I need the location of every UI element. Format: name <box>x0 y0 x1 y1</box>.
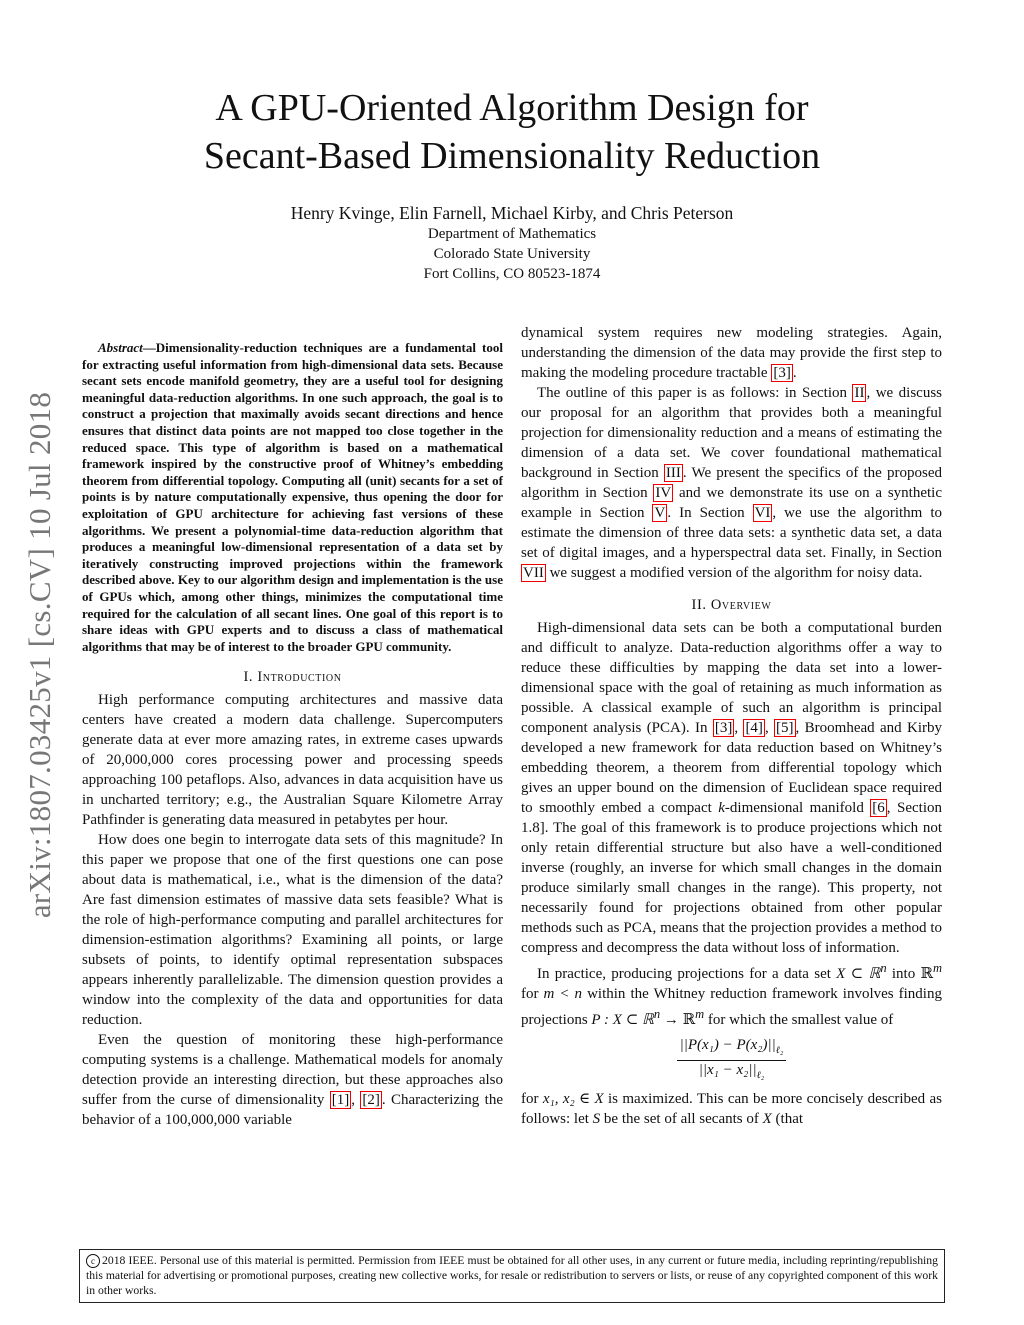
intro-p3-text-c: . Characterizing the behavior of a 100,000,000 variable <box>82 1092 503 1129</box>
overview-text-f: , Section 1.8]. The goal of this framework is to produce projections which not only retain differential structure but also have a well-conditioned inverse (roughly, an inverse for which small changes in the domain produce similarly small changes in the range). This property, not necessarily found for projections obtained from other popular methods such as PCA, means that the projection provides a method to compress and decompress the data without loss of information. <box>521 800 942 956</box>
continued-text-a: dynamical system requires new modeling strategies. Again, understanding the dimension of the data may provide the first step to making the modeling procedure tractable <box>521 325 942 381</box>
outline-text-f: , we use the algorithm to estimate the dimension of three data sets: a synthetic data set, a data set of digital images, and a hyperspectral data set. Finally, in Section <box>521 505 942 561</box>
abstract <box>82 340 503 655</box>
citation-link-2[interactable]: [2] <box>362 1092 380 1109</box>
overview-text-a: High-dimensional data sets can be both a computational burden and difficult to analyze. Data-reduction algorithms offer a way to reduce these difficulties by mapping the data set into a lower-dimensional space with the goal of retaining as much information as possible. A classical example of such an algorithm is principal component analysis (PCA). In <box>521 620 942 736</box>
equation-fraction <box>677 1036 787 1085</box>
practice-text-e: for which the smallest value of <box>704 1012 894 1028</box>
math-x1-x2-in-x: x₁, x₂ ∈ X <box>542 1091 604 1107</box>
section-link-V[interactable]: V <box>654 505 666 521</box>
equation-ratio <box>521 1036 942 1085</box>
citation-link-4[interactable]: [4] <box>745 720 763 736</box>
after-equation-paragraph <box>521 1089 942 1129</box>
citation-link-3[interactable]: [3] <box>773 365 791 381</box>
right-column <box>521 323 942 1129</box>
math-m-sup: m <box>932 961 942 975</box>
overview-paragraph <box>521 618 942 958</box>
practice-text-c: for <box>521 986 544 1002</box>
math-x-subset-rn: X ⊂ ℝ <box>836 966 881 982</box>
intro-p3-text-b: , <box>351 1092 361 1109</box>
copyright-notice <box>79 1249 945 1303</box>
outline-text-e: . In Section <box>667 505 753 521</box>
practice-text-b: into <box>886 966 921 982</box>
overview-text-c: , <box>764 720 775 736</box>
section-link-VII[interactable]: VII <box>523 565 544 581</box>
intro-paragraph-2: How does one begin to interrogate data sets of this magnitude? In this paper we propose that one of the first questions one can pose about data is mathematical, i.e., what is the dimension of the data? Are fast dimension estimates of massive data sets feasible? What is the role of high-performance computing and parallel architectures for dimension-estimation algorithms? Examining all points, or large subsets of points, to identify optimal representation subspaces appears inherently parallelizable. The dimension question provides a window into the complexity of the data and opportunities for data reduction. <box>82 832 503 1029</box>
citation-link-1[interactable]: [1] <box>331 1092 350 1109</box>
practice-paragraph <box>521 958 942 1030</box>
math-m-less-n: m < n <box>543 986 583 1002</box>
arxiv-identifier <box>18 365 62 945</box>
math-k: k <box>718 800 725 816</box>
math-proj-m-sup: m <box>695 1007 705 1021</box>
section-heading-introduction: I. Introduction <box>243 669 342 686</box>
section-link-II[interactable]: II <box>854 385 865 401</box>
outline-paragraph <box>521 383 942 583</box>
outline-text-b: , we discuss our proposal for an algorithm that provides both a meaningful projection for dimensionality reduction and a means of estimating the dimension of a data set. We cover foundational mathematical background in Section <box>521 385 942 481</box>
intro-p3-text-a: Even the question of monitoring these high-performance computing systems is a challenge. Mathematical models for anomaly detection provide an interesting direction, but these approaches also suffer from the curse of dimensionality <box>82 1032 503 1109</box>
after-text-c: be the set of all secants of <box>600 1111 763 1127</box>
affiliation-university: Colorado State University <box>433 246 591 262</box>
abstract-dash: — <box>142 340 156 355</box>
citation-link-5[interactable]: [5] <box>776 720 794 736</box>
after-text-a: for <box>521 1091 543 1107</box>
section-link-III[interactable]: III <box>665 465 681 481</box>
math-rm: ℝ <box>920 966 933 982</box>
intro-paragraph-1: High performance computing architectures and massive data centers have created a modern data challenge. Supercomputers generate data at ever more amazing rates, in extreme cases upwards of 20,000,000 cores processing power and processing speeds approaching 100 petaflops. Also, advances in data acquisition have us in uncharted territory; e.g., the Australian Square Kilometre Array Pathfinder is generating data measured in petabytes per hour. <box>82 692 503 829</box>
overview-text-e: -dimensional manifold <box>724 800 871 816</box>
equation-denominator-text: ||x₁ − x₂|| <box>698 1062 757 1078</box>
left-column <box>82 340 503 1130</box>
citation-link-6[interactable]: [6 <box>872 800 885 816</box>
equation-numerator <box>677 1036 787 1061</box>
equation-numerator-subscript: ℓ₂ <box>775 1045 784 1056</box>
section-link-IV[interactable]: IV <box>655 485 672 501</box>
section-heading-overview: II. Overview <box>691 597 772 613</box>
abstract-label: Abstract <box>98 340 143 355</box>
practice-text-d: within the Whitney reduction framework involves finding projections <box>521 986 942 1028</box>
equation-numerator-text: ||P(x₁) − P(x₂)|| <box>679 1037 776 1053</box>
practice-text-a: In practice, producing projections for a data set <box>537 966 837 982</box>
arxiv-identifier-text: arXiv:1807.03425v1 [cs.CV] 10 Jul 2018 <box>22 391 57 919</box>
affiliation-department: Department of Mathematics <box>427 226 597 242</box>
title-line-2: Secant-Based Dimensionality Reduction <box>203 135 821 177</box>
author-list: Henry Kvinge, Elin Farnell, Michael Kirby, and Chris Peterson <box>290 203 734 223</box>
continued-text-b: . <box>792 365 797 381</box>
copyright-icon: c <box>86 1254 100 1268</box>
citation-link-3b[interactable]: [3] <box>714 720 733 736</box>
math-arrow-rm: → ℝ <box>660 1012 696 1028</box>
equation-denominator <box>677 1061 787 1085</box>
overview-text-b: , <box>734 720 744 736</box>
math-x: X <box>762 1111 772 1127</box>
math-s: S <box>592 1111 601 1127</box>
outline-text-a: The outline of this paper is as follows: in Section <box>537 385 853 401</box>
after-text-b: is maximized. This can be more concisely described as follows: let <box>521 1091 942 1127</box>
equation-denominator-subscript: ℓ₂ <box>756 1070 765 1081</box>
overview-text-d: , Broomhead and Kirby developed a new framework for data reduction based on Whitney’s embedding theorem, a theorem from differential topology which gives an upper bound on the dimension of Euclidean space required to smoothly embed a compact <box>521 720 943 816</box>
abstract-text: Dimensionality-reduction techniques are a fundamental tool for extracting useful information from high-dimensional data sets. Because secant sets encode manifold geometry, they are a useful tool for designing meaningful data-reduction algorithms. In one such approach, the goal is to construct a projection that maximally avoids secant directions and hence ensures that distinct data points are not mapped too close together in the reduced space. This type of algorithm is based on a mathematical framework inspired by the constructive proof of Whitney’s embedding theorem from differential topology. Computing all (unit) secants for a set of points is by nature computationally expensive, thus opening the door for exploitation of GPU architecture for achieving fast versions of these algorithms. We present a polynomial-time data-reduction algorithm that produces a meaningful low-dimensional representation of a data set by iteratively constructing improved projections within the framework described above. Key to our algorithm design and implementation is the use of GPUs which, among other things, minimizes the computational time required for the calculation of all secant lines. One goal of this report is to share ideas with GPU experts and to discuss a class of mathematical algorithms that may be of interest to the broader GPU community. <box>82 340 503 654</box>
affiliation-address: Fort Collins, CO 80523-1874 <box>423 266 601 282</box>
math-projection: P : X ⊂ ℝ <box>591 1012 654 1028</box>
outline-text-d: and we demonstrate its use on a synthetic example in Section <box>521 485 943 521</box>
outline-text-c: . We present the specifics of the proposed algorithm in Section <box>521 465 942 501</box>
math-proj-n-sup: n <box>653 1007 661 1021</box>
math-n-sup: n <box>880 961 887 975</box>
copyright-text: 2018 IEEE. Personal use of this material is permitted. Permission from IEEE must be obtained for all other uses, in any current or future media, including reprinting/republishing this material for advertising or promotional purposes, creating new collective works, for resale or redistribution to servers or lists, or reuse of any copyrighted component of this work in other works. <box>86 1254 938 1298</box>
intro-paragraph-3 <box>82 1030 503 1130</box>
outline-text-g: we suggest a modified version of the algorithm for noisy data. <box>545 565 923 581</box>
after-text-d: (that <box>771 1111 804 1127</box>
title-line-1: A GPU-Oriented Algorithm Design for <box>215 87 809 129</box>
section-link-VI[interactable]: VI <box>754 505 771 521</box>
continued-paragraph <box>521 323 942 383</box>
paper-title <box>100 84 924 180</box>
